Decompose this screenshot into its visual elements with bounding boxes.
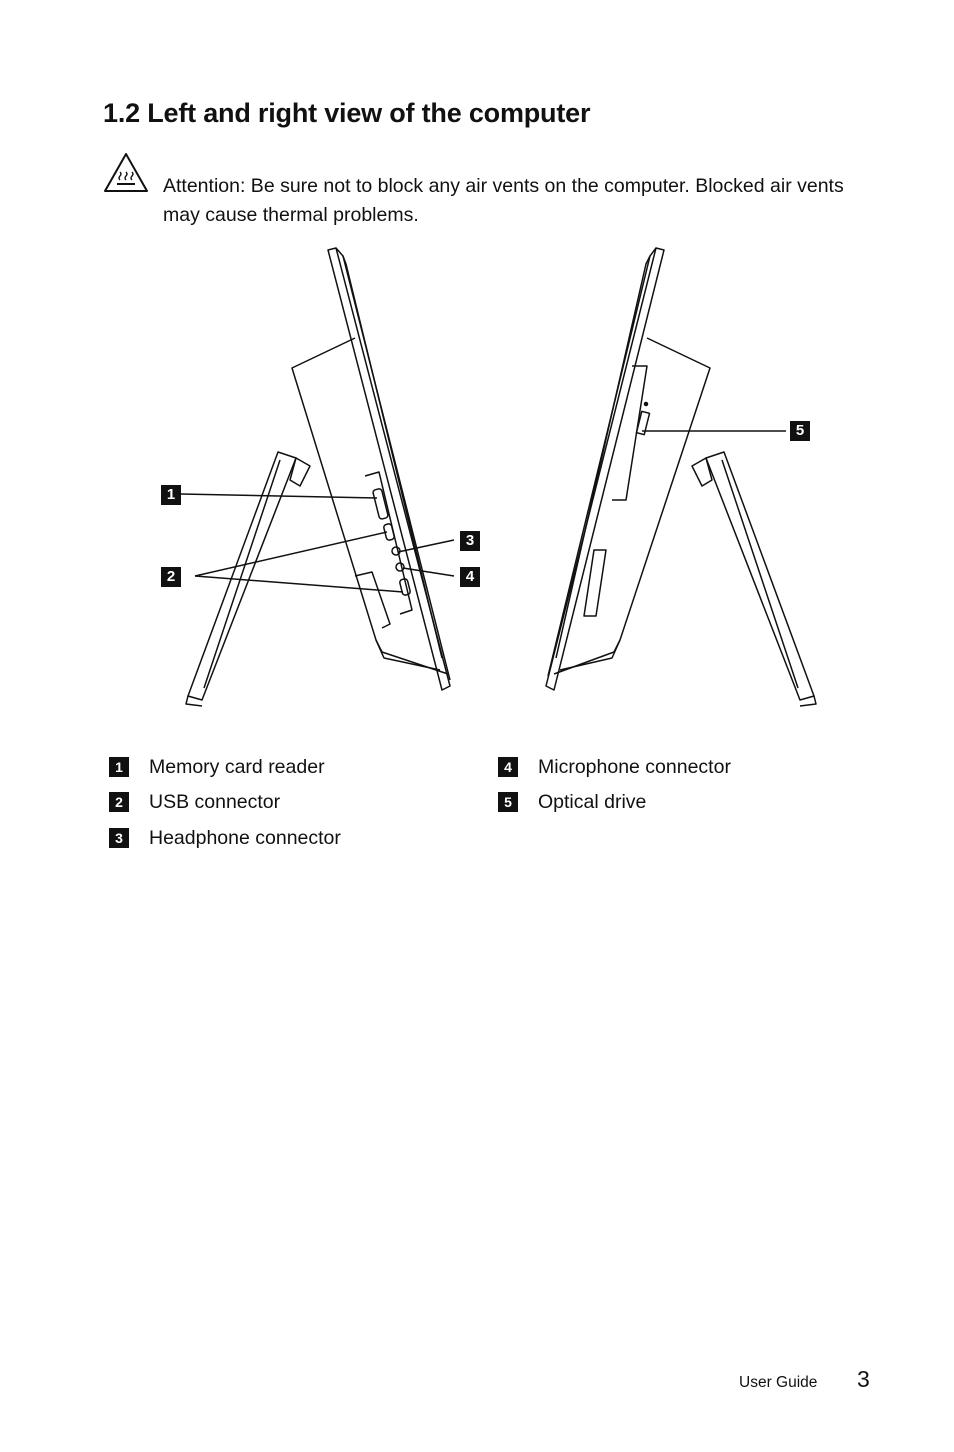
computer-side-views-figure	[150, 240, 830, 710]
legend-label: USB connector	[149, 791, 281, 813]
right-view-diagram	[546, 248, 816, 706]
legend-number: 4	[498, 757, 518, 777]
callout-3: 3	[460, 531, 480, 551]
legend-label: Optical drive	[538, 791, 647, 813]
attention-text: Be sure not to block any air vents on the computer. Blocked air vents may cause thermal problems.	[163, 175, 844, 226]
legend-label: Memory card reader	[149, 756, 325, 778]
legend-number: 5	[498, 792, 518, 812]
left-view-diagram	[181, 248, 454, 706]
legend-number: 1	[109, 757, 129, 777]
callout-1: 1	[161, 485, 181, 505]
footer-doc-title: User Guide	[739, 1374, 818, 1391]
attention-label: Attention:	[163, 175, 246, 197]
attention-note	[163, 172, 863, 230]
callout-5: 5	[790, 421, 810, 441]
callout-2: 2	[161, 567, 181, 587]
page-title: 1.2 Left and right view of the computer	[103, 98, 591, 128]
legend-label: Headphone connector	[149, 827, 341, 849]
page-number: 3	[857, 1366, 870, 1392]
hot-surface-warning-icon	[103, 152, 149, 194]
callout-4: 4	[460, 567, 480, 587]
legend-number: 2	[109, 792, 129, 812]
legend-number: 3	[109, 828, 129, 848]
legend-label: Microphone connector	[538, 756, 731, 778]
